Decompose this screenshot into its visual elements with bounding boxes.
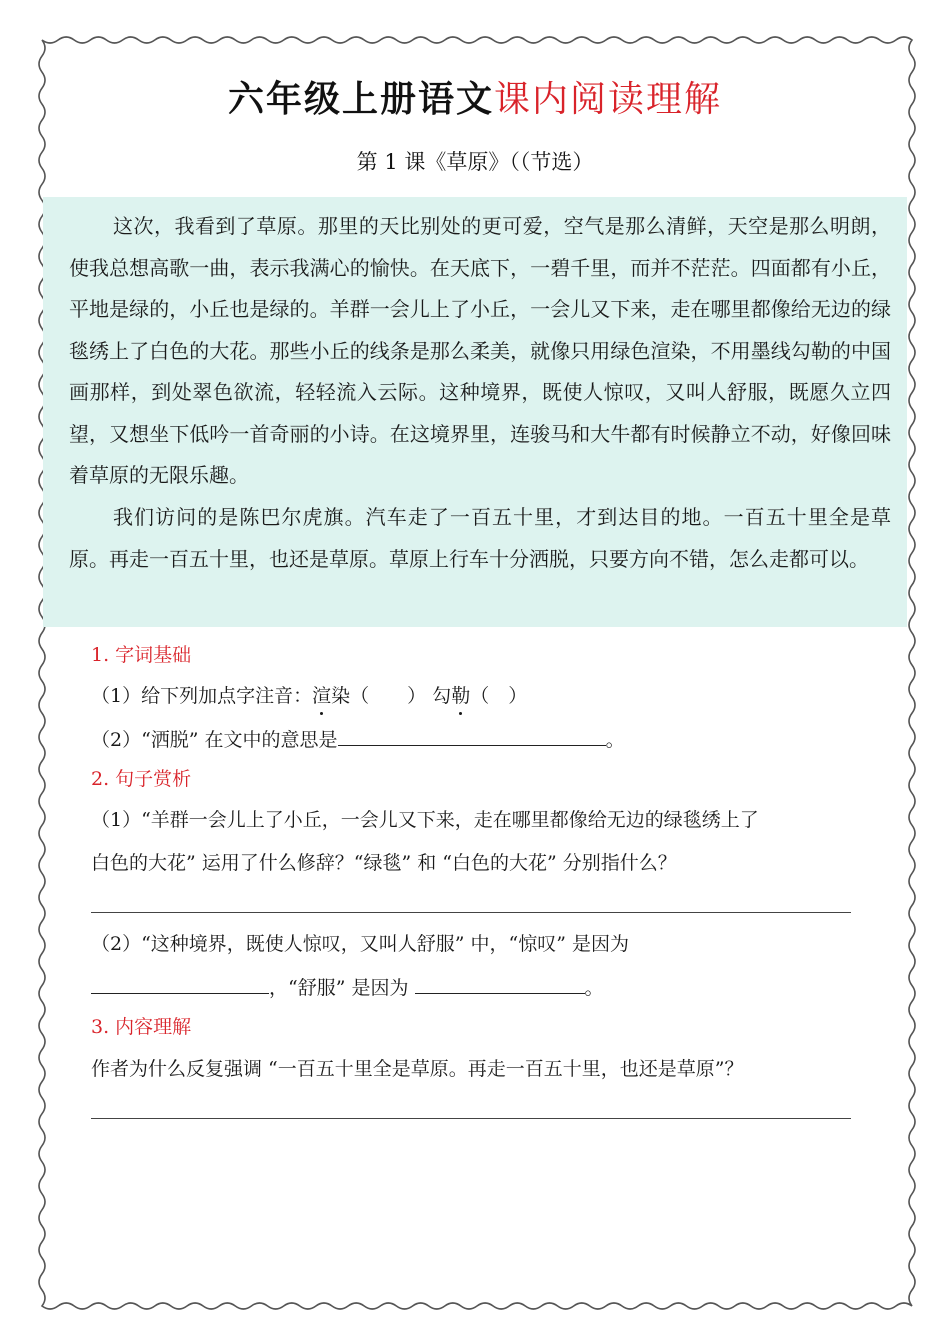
reading-passage <box>43 197 907 627</box>
dotted-char-le: 勒 <box>451 681 470 711</box>
word-2-first: 勾 <box>432 685 452 707</box>
word-2-rest: （ ） <box>470 685 528 707</box>
passage-paragraph-1: 这次，我看到了草原。那里的天比别处的更可爱，空气是那么清鲜，天空是那么明朗，使我总想高歌一曲，表示我满心的愉快。在天底下，一碧千里，而并不茫茫。四面都有小丘，平地是绿的，小丘也是绿的。羊群一会儿上了小丘，一会儿又下来，走在哪里都像给无边的绿毯绣上了白色的大花。那些小丘的线条是那么柔美，就像只用绿色渲染，不用墨线勾勒的中国画那样，到处翠色欲流，轻轻流入云际。这种境界，既使人惊叹，又叫人舒服，既愿久立四望，又想坐下低吟一首奇丽的小诗。在这境界里，连骏马和大牛都有时候静立不动，好像回味着草原的无限乐趣。 <box>69 214 891 487</box>
answer-blank-jingtan[interactable] <box>91 971 269 994</box>
answer-blank-shufu[interactable] <box>415 971 585 994</box>
question-1-2-prefix: （2）“洒脱” 在文中的意思是 <box>91 729 338 751</box>
question-2-2-line-2 <box>91 971 604 1003</box>
question-2-2-mid: ，“舒服” 是因为 <box>269 977 409 999</box>
answer-line-3[interactable] <box>91 1118 851 1119</box>
answer-blank-sattuo[interactable] <box>338 723 606 746</box>
lesson-subtitle: 第 1 课《草原》（（节选） <box>356 150 594 174</box>
section-heading-vocabulary: 1. 字词基础 <box>91 644 192 666</box>
answer-line-2-1[interactable] <box>91 912 851 913</box>
question-1-2 <box>91 723 625 755</box>
page-title <box>0 74 950 125</box>
title-part-grade: 六年级上册语文 <box>227 78 494 120</box>
question-2-2-end: 。 <box>584 977 604 999</box>
word-1-rest: 染（ ） <box>331 685 427 707</box>
question-1-1 <box>91 681 527 711</box>
dotted-char-xuan: 渲 <box>312 681 331 711</box>
section-heading-sentence-analysis: 2. 句子赏析 <box>91 768 192 790</box>
question-1-2-suffix: 。 <box>605 729 625 751</box>
question-2-1-line-1: （1）“羊群一会儿上了小丘，一会儿又下来，走在哪里都像给无边的绿毯绣上了 <box>91 809 759 831</box>
question-1-1-prefix: （1）给下列加点字注音： <box>91 685 313 707</box>
question-2-2-line-1: （2）“这种境界，既使人惊叹，又叫人舒服” 中，“惊叹” 是因为 <box>91 933 630 955</box>
section-heading-content-understanding: 3. 内容理解 <box>91 1016 192 1038</box>
question-2-1-line-2: 白色的大花” 运用了什么修辞？“绿毯” 和 “白色的大花” 分别指什么？ <box>91 852 677 874</box>
question-3: 作者为什么反复强调 “一百五十里全是草原。再走一百五十里，也还是草原”？ <box>91 1058 744 1080</box>
title-part-reading: 课内阅读理解 <box>494 79 723 120</box>
passage-paragraph-2: 我们访问的是陈巴尔虎旗。汽车走了一百五十里，才到达目的地。一百五十里全是草原。再走一百五十里，也还是草原。草原上行车十分洒脱，只要方向不错，怎么走都可以。 <box>69 505 891 571</box>
